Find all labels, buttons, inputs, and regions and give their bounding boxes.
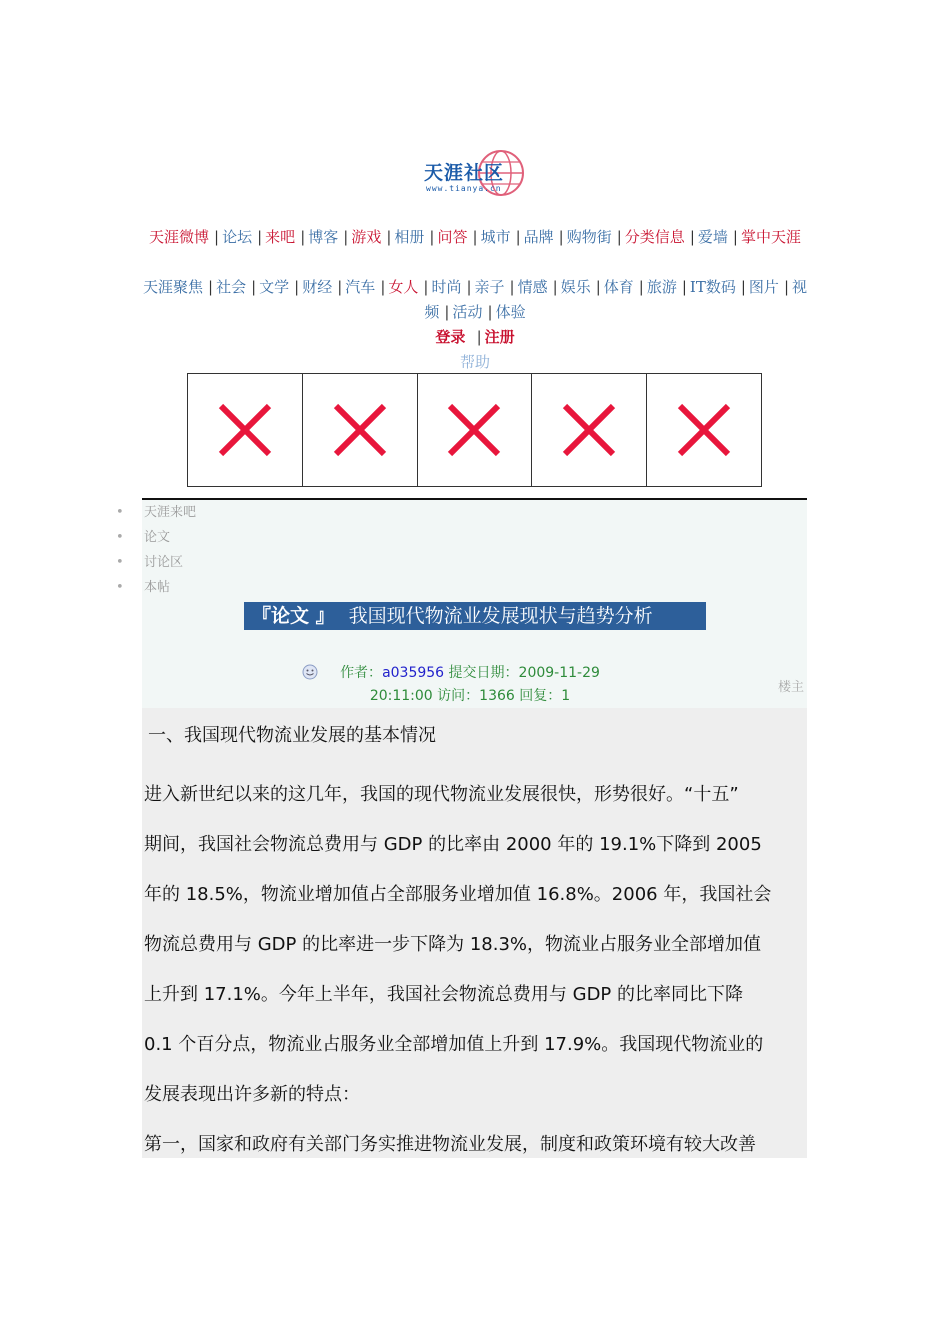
author-label: 作者： [340,665,383,681]
nav-separator: | [337,278,343,296]
visits-count: 1366 [479,688,515,704]
nav-link[interactable]: 亲子 [474,278,505,296]
meta-line-2 [300,685,640,708]
nav-link[interactable]: 体育 [603,278,634,296]
main-nav [140,225,810,250]
nav-separator: | [423,278,429,296]
body-line: 年的 18.5%，物流业增加值占全部服务业增加值 16.8%。2006 年，我国社会 [144,884,772,905]
body-line: 上升到 17.1%。今年上半年，我国社会物流总费用与 GDP 的比率同比下降 [144,984,744,1005]
nav-link[interactable]: 购物街 [566,228,612,246]
nav-separator: | [300,228,306,246]
breadcrumb-item[interactable]: • 本帖 [116,575,196,600]
nav-link[interactable]: 掌中天涯 [740,228,801,246]
post-meta [300,662,640,708]
nav-separator: | [208,278,214,296]
auth-separator: | [476,328,482,346]
post-tag: 『论文 』 [252,605,335,627]
breadcrumb [116,500,196,600]
nav-separator: | [444,303,450,321]
nav-link[interactable]: 女人 [388,278,419,296]
broken-image-icon [676,402,732,458]
nav-separator: | [472,228,478,246]
section-heading: 一、我国现代物流业发展的基本情况 [148,725,436,746]
nav-separator: | [294,278,300,296]
nav-separator: | [466,278,472,296]
nav-link[interactable]: 视频 [424,278,808,321]
nav-link[interactable]: IT数码 [689,278,736,296]
nav-separator: | [386,228,392,246]
nav-link[interactable]: 体验 [495,303,526,321]
nav-link[interactable]: 活动 [452,303,483,321]
date-label: 提交日期： [448,665,519,681]
nav-separator: | [552,278,558,296]
broken-image-icon [561,402,617,458]
nav-link[interactable]: 文学 [259,278,290,296]
replies-label: 回复： [519,688,562,704]
nav-link[interactable]: 天涯聚焦 [142,278,203,296]
nav-link[interactable]: 娱乐 [560,278,591,296]
breadcrumb-item[interactable]: • 论文 [116,525,196,550]
image-placeholder [303,374,418,486]
channel-nav [140,275,810,325]
floor-label: 楼主 [778,680,805,695]
nav-separator: | [487,303,493,321]
nav-link[interactable]: 汽车 [345,278,376,296]
nav-link[interactable]: 品牌 [523,228,554,246]
nav-link[interactable]: 论坛 [222,228,253,246]
nav-separator: | [515,228,521,246]
logo-text: 天涯社区 [424,162,505,184]
post-title-bar [244,602,706,630]
nav-link[interactable]: 相册 [394,228,425,246]
tianya-logo[interactable] [424,148,528,200]
image-placeholder [647,374,761,486]
nav-link[interactable]: 爱墙 [697,228,728,246]
nav-separator: | [343,228,349,246]
broken-image-icon [332,402,388,458]
nav-separator: | [732,228,738,246]
image-placeholder [188,374,303,486]
replies-count: 1 [561,688,571,704]
nav-separator: | [595,278,601,296]
breadcrumb-item[interactable]: • 天涯来吧 [116,500,196,525]
body-line: 发展表现出许多新的特点： [144,1084,360,1105]
nav-link[interactable]: 财经 [302,278,333,296]
visits-label: 访问： [437,688,480,704]
logo-url: www.tianya.cn [426,184,502,193]
post-time: 20:11:00 [369,688,433,704]
broken-image-icon [446,402,502,458]
nav-separator: | [616,228,622,246]
auth-links [140,325,810,350]
nav-separator: | [251,278,257,296]
breadcrumb-item[interactable]: • 讨论区 [116,550,196,575]
nav-link[interactable]: 时尚 [431,278,462,296]
nav-separator: | [681,278,687,296]
nav-link[interactable]: 图片 [748,278,779,296]
help-link[interactable]: 帮助 [459,353,490,371]
body-line: 进入新世纪以来的这几年，我国的现代物流业发展很快，形势很好。“十五” [144,784,739,805]
meta-line-1 [300,662,640,685]
nav-separator: | [638,278,644,296]
body-line: 0.1 个百分点，物流业占服务业全部增加值上升到 17.9%。我国现代物流业的 [144,1034,764,1055]
post-title: 我国现代物流业发展现状与趋势分析 [348,605,653,627]
nav-link[interactable]: 社会 [216,278,247,296]
nav-separator: | [509,278,515,296]
nav-separator: | [214,228,220,246]
image-placeholder [418,374,533,486]
nav-link[interactable]: 情感 [517,278,548,296]
nav-link[interactable]: 来吧 [265,228,296,246]
nav-link[interactable]: 城市 [480,228,511,246]
nav-link[interactable]: 问答 [437,228,468,246]
login-link[interactable]: 登录 [435,328,466,346]
nav-separator: | [689,228,695,246]
nav-separator: | [740,278,746,296]
image-placeholder [532,374,647,486]
author-name[interactable]: a035956 [382,665,445,681]
body-line: 期间，我国社会物流总费用与 GDP 的比率由 2000 年的 19.1%下降到 2005 [144,834,762,855]
nav-link[interactable]: 博客 [308,228,339,246]
body-line: 第一，国家和政府有关部门务实推进物流业发展，制度和政策环境有较大改善 [144,1134,756,1155]
nav-separator: | [558,228,564,246]
nav-separator: | [429,228,435,246]
nav-separator: | [380,278,386,296]
nav-link[interactable]: 旅游 [646,278,677,296]
nav-link[interactable]: 天涯微博 [149,228,210,246]
nav-link[interactable]: 游戏 [351,228,382,246]
post-date: 2009-11-29 [518,665,600,681]
body-line: 物流总费用与 GDP 的比率进一步下降为 18.3%，物流业占服务业全部增加值 [144,934,762,955]
register-link[interactable]: 注册 [484,328,515,346]
nav-separator: | [783,278,789,296]
nav-separator: | [257,228,263,246]
broken-image-row [187,373,762,487]
nav-link[interactable]: 分类信息 [624,228,685,246]
post-body [144,770,808,1170]
broken-image-icon [217,402,273,458]
